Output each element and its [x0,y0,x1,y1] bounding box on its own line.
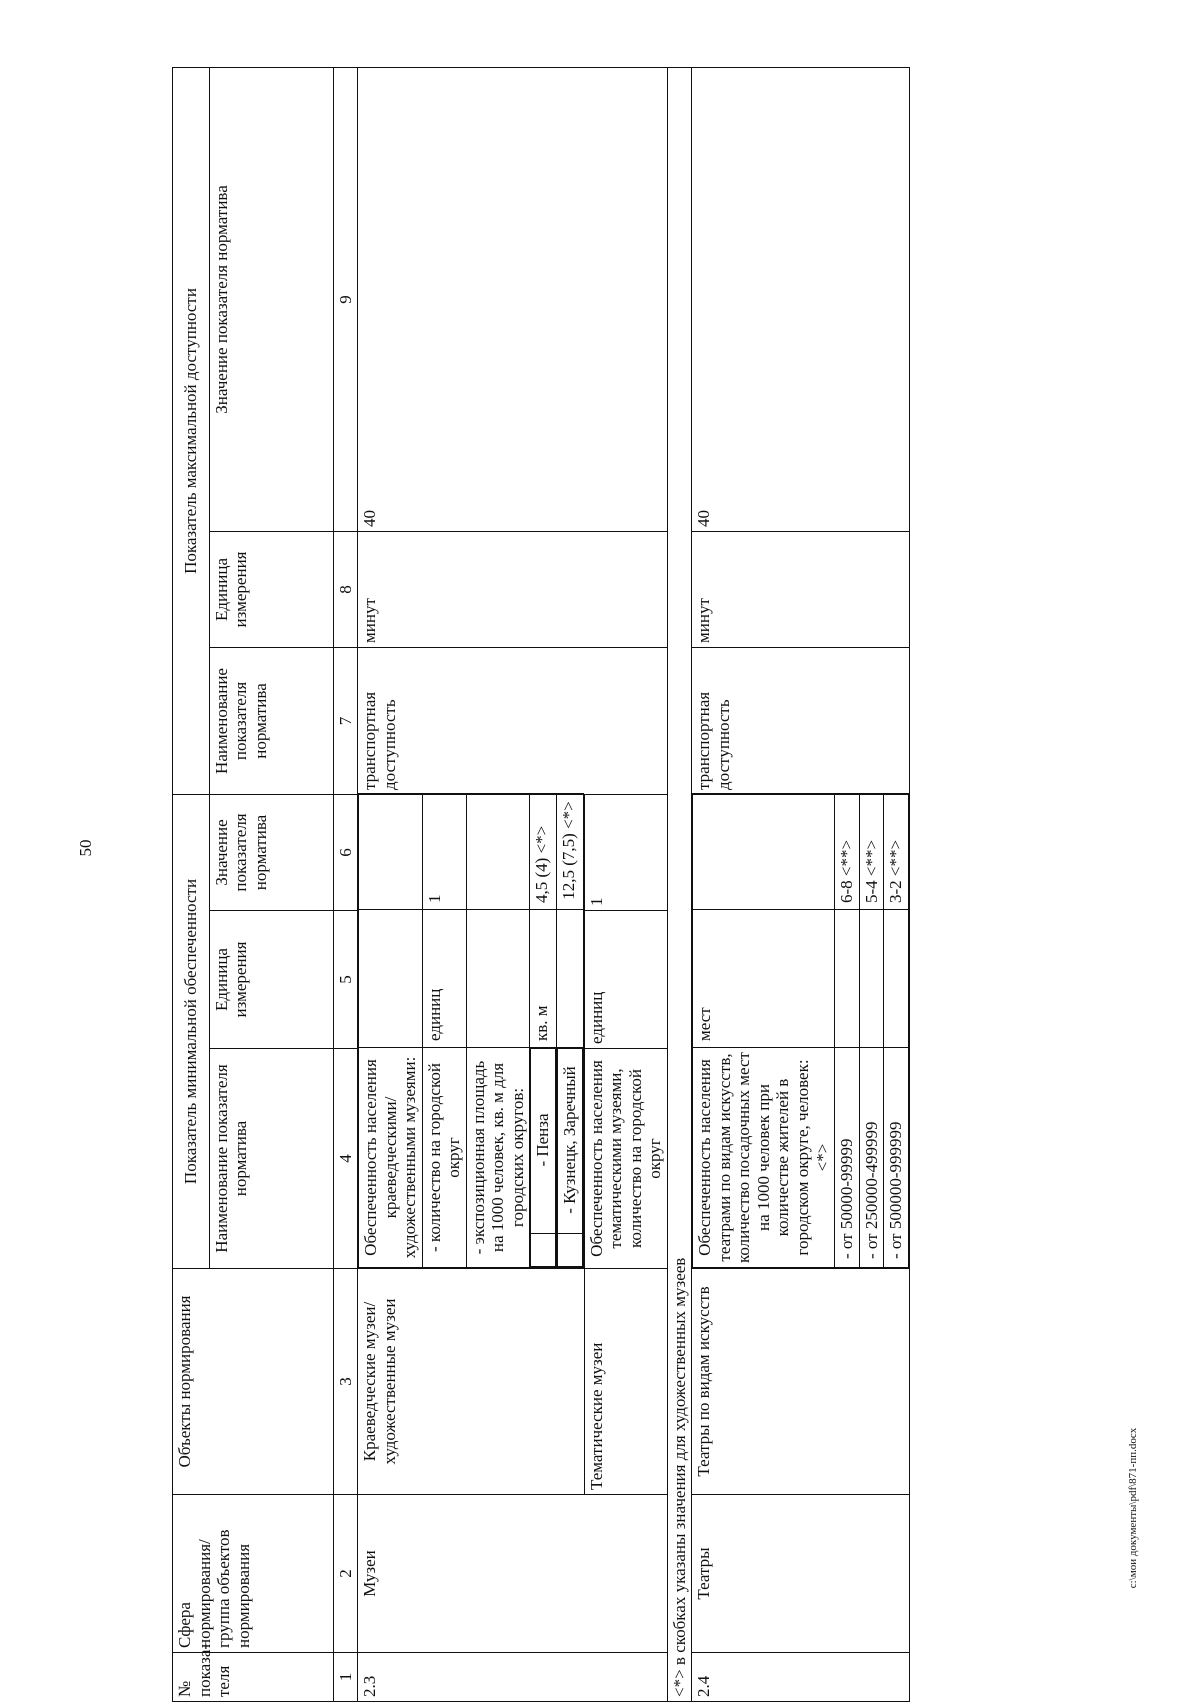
colnum-7: 7 [333,647,358,794]
row-2-3-sub1-unit: единиц [422,910,466,1048]
row-2-4-sub1-name: - от 50000-99999 [835,1048,860,1268]
row-2-4-object: Театры по видам искусств [692,1269,909,1495]
row-2-3-sub2a-cell [530,1048,557,1268]
row-2-3-ind2-value: 1 [584,794,667,910]
row-2-3-sub2b-name: - Кузнецк, Заречный [558,1049,583,1234]
row-2-3-sub2b-value: 12,5 (7,5) <*> [557,794,584,910]
row-2-3-sub2b-cell [557,1048,584,1268]
colnum-4: 4 [333,1049,358,1269]
museum-footnote: <*> в скобках указаны значения для художественных музеев [667,67,692,1701]
colnum-3: 3 [333,1269,358,1495]
header-group-max: Показатель максимальной доступности [173,67,210,794]
row-2-3-ind2-unit: единиц [584,911,667,1049]
row-2-3-sub1-value: 1 [422,794,466,910]
row-2-4-min-inner [692,793,908,1268]
row-2-4-num: 2.4 [692,1653,909,1702]
row-2-3-sphere: Музеи [358,1495,668,1653]
row-2-3-num: 2.3 [358,1653,668,1702]
row-2-3-min-block [358,794,584,1268]
header-col8: Единица измерения [209,531,333,647]
rotated-table-page [172,68,1027,1702]
header-col6: Значение показателя норматива [209,794,333,910]
note-row [667,67,692,1701]
row-2-3-object-thematic: Тематические музеи [584,1269,667,1495]
row-2-3-local-museums [358,67,584,1701]
header-col5: Единица измерения [209,911,333,1049]
row-2-3-sub2-name: - экспозиционная площадь на 1000 человек, кв. м для городских округов: [466,1048,530,1268]
norms-table [172,67,910,1702]
row-2-4-max-unit: минут [692,531,909,647]
header-col2: Сфера нормирования/ группа объектов нормирования [173,1495,334,1653]
row-2-4-sphere: Театры [692,1495,909,1653]
row-2-4-sub1-value: 6-8 <**> [835,794,860,910]
row-2-4-max-value: 40 [692,67,909,531]
header-col3: Объекты нормирования [173,1269,334,1495]
row-2-3-object-local: Краеведческие музеи/ художественные музеи [358,1269,584,1495]
row-2-3-indicator2: Обеспеченность населения тематическими музеями, количество на городской округ [584,1049,667,1269]
row-2-3-sub2a-unit: кв. м [530,910,557,1048]
colnum-1: 1 [333,1653,358,1702]
row-2-4-indicator: Обеспеченность населения театрами по видам искусств, количество посадочных мест на 1000 человек при количестве жителей в городском округе, человек: <*> [693,1048,835,1268]
row-2-4-sub3-value: 3-2 <**> [884,794,909,910]
row-2-3-sub1-name: - количество на городской округ [422,1048,466,1268]
colnum-5: 5 [333,911,358,1049]
row-2-4-theatres [692,67,909,1701]
header-col7: Наименование показателя норматива [209,647,333,794]
header-row-1 [173,67,210,1701]
row-2-4-min-block [692,794,909,1268]
header-col4: Наименование показателя норматива [209,1049,333,1269]
row-2-3-max-unit: минут [358,531,668,647]
header-col9: Значение показателя норматива [209,67,333,531]
row-2-3-sub2a-value: 4,5 (4) <*> [530,794,557,910]
row-2-3-indicator: Обеспеченность населения краеведческими/ художественными музеями: [359,1048,423,1268]
row-2-3-min-inner [358,793,583,1268]
row-2-4-max-name: транспортная доступность [692,647,909,794]
row-2-4-sub3-name: - от 500000-999999 [884,1048,909,1268]
page-number: 50 [76,839,95,857]
header-col1: № показа-теля [173,1653,334,1702]
column-numbers-row [333,67,358,1701]
row-2-3-sub2a-name: - Пенза [531,1049,556,1234]
colnum-8: 8 [333,531,358,647]
row-2-4-sub2-name: - от 250000-499999 [859,1048,884,1268]
footer-file-path: c:\мои документы\pdf\871-пп.docx [1127,1427,1139,1589]
row-2-3-max-value: 40 [358,67,668,531]
colnum-6: 6 [333,794,358,910]
row-2-4-sub2-value: 5-4 <**> [859,794,884,910]
row-2-3-max-name: транспортная доступность [358,647,668,794]
colnum-9: 9 [333,67,358,531]
header-group-min: Показатель минимальной обеспеченности [173,794,210,1268]
row-2-4-unit: мест [693,910,835,1048]
colnum-2: 2 [333,1495,358,1653]
